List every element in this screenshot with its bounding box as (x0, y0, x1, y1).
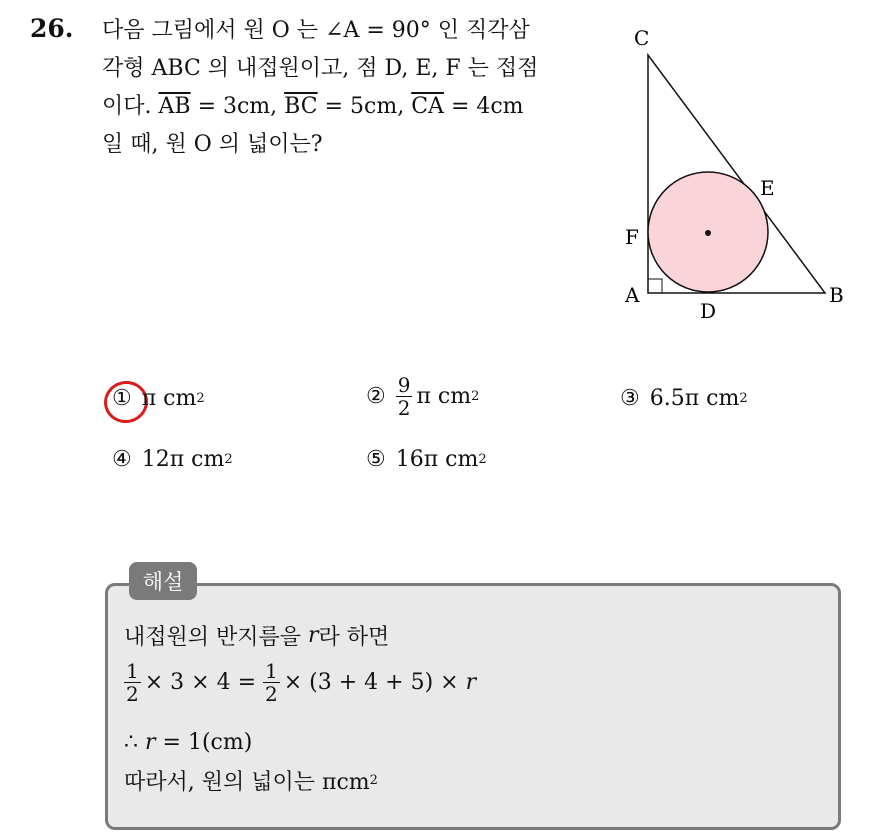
choice-2[interactable]: ② $\frac{9}{2}$ π cm 2 (366, 373, 480, 420)
solution-line-1-a: 내접원의 반지름을 (124, 625, 302, 650)
solution-line-4-text: 따라서, 원의 넓이는 πcm (124, 770, 370, 795)
label-c: C (634, 26, 650, 50)
choice-3-text: 6.5π cm (649, 386, 740, 411)
solution-line-3 (124, 730, 252, 755)
solution-eq-var: r (465, 670, 477, 695)
label-b: B (829, 283, 844, 307)
choice-3[interactable]: ③ 6.5π cm 2 (620, 386, 748, 411)
label-e: E (760, 176, 775, 200)
solution-tab: 해설 (129, 562, 197, 600)
solution-equation (124, 660, 476, 705)
segment-ab-value: = 3cm, (197, 94, 278, 119)
solution-eq-mid: × 3 × 4 = (144, 670, 257, 695)
question-line-2: 각형 ABC 의 내접원이고, 점 D, E, F 는 접점 (102, 56, 539, 81)
segment-ca: $\overline{CA}$ (411, 94, 444, 119)
solution-line-1 (124, 620, 389, 651)
solution-line-3-rest: = 1(cm) (162, 730, 253, 755)
question-line-3 (102, 88, 597, 126)
choice-2-text: π cm (416, 384, 472, 409)
question-line-4: 일 때, 원 O 의 넓이는? (102, 132, 323, 157)
choice-5-text: 16π cm (395, 447, 479, 472)
choice-3-number: ③ (620, 386, 640, 411)
question-number: 26. (30, 14, 74, 43)
solution-eq-tail: × (3 + 4 + 5) × (283, 670, 459, 695)
solution-eq-fraction-2 (263, 660, 280, 705)
choice-2-numerator: 9 (397, 373, 411, 397)
segment-ca-value: = 4cm (450, 94, 524, 119)
triangle-figure (610, 18, 860, 328)
question-line-1: 다음 그림에서 원 O 는 ∠A = 90° 인 직각삼 (102, 18, 530, 43)
solution-eq-frac1-den: 2 (126, 682, 139, 706)
choice-5[interactable]: ⑤ 16π cm 2 (366, 447, 487, 472)
solution-eq-frac1-num: 1 (126, 659, 139, 683)
choice-2-fraction (396, 374, 413, 419)
question-text (102, 12, 597, 164)
solution-line-1-b: 라 하면 (318, 625, 390, 650)
choice-2-denominator: 2 (397, 396, 411, 420)
choice-1-text: π cm (141, 386, 197, 411)
solution-line-1-var: r (308, 623, 319, 648)
choice-1-number: ① (112, 386, 132, 411)
solution-line-4: 따라서, 원의 넓이는 πcm 2 (124, 765, 378, 796)
label-d: D (700, 299, 717, 323)
solution-eq-frac2-den: 2 (265, 682, 278, 706)
label-f: F (625, 225, 639, 249)
label-a: A (625, 283, 640, 307)
choice-4-number: ④ (112, 447, 132, 472)
center-o-dot (705, 230, 711, 236)
segment-ab: $\overline{AB}$ (158, 94, 191, 119)
right-angle-mark (648, 279, 662, 293)
therefore-symbol: ∴ (124, 730, 138, 755)
solution-eq-frac2-num: 1 (265, 659, 278, 683)
choice-4[interactable]: ④ 12π cm 2 (112, 447, 233, 472)
solution-eq-fraction-1 (124, 660, 141, 705)
choice-1[interactable]: ① π cm 2 (112, 386, 205, 411)
choice-5-number: ⑤ (366, 447, 386, 472)
solution-line-3-var: r (145, 730, 156, 755)
segment-bc-value: = 5cm, (324, 94, 405, 119)
segment-bc: $\overline{BC}$ (284, 94, 318, 119)
choice-4-text: 12π cm (141, 447, 225, 472)
line3-prefix: 이다. (102, 94, 152, 119)
choice-2-number: ② (366, 384, 386, 409)
